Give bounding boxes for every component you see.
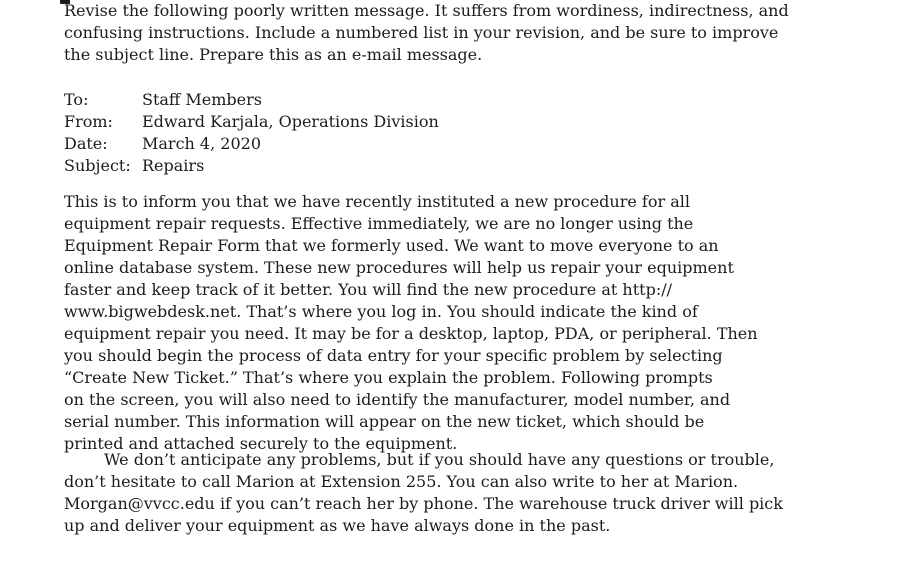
paragraph-line: “Create New Ticket.” That’s where you explain the problem. Following prompts bbox=[64, 368, 713, 387]
memo-subject-row bbox=[64, 155, 564, 177]
paragraph-line: We don’t anticipate any problems, but if you should have any questions or trouble, bbox=[104, 450, 775, 469]
paragraph-line: printed and attached securely to the equipment. bbox=[64, 434, 458, 453]
memo-from-label: From: bbox=[64, 112, 113, 131]
paragraph-line: up and deliver your equipment as we have always done in the past. bbox=[64, 516, 611, 535]
memo-subject-label: Subject: bbox=[64, 156, 131, 175]
memo-from-row bbox=[64, 111, 564, 133]
paragraph-line: equipment repair requests. Effective immediately, we are no longer using the bbox=[64, 214, 694, 233]
paragraph-line: don’t hesitate to call Marion at Extension 255. You can also write to her at Marion. bbox=[64, 472, 739, 491]
memo-subject-value: Repairs bbox=[142, 156, 205, 175]
paragraph-line: serial number. This information will appear on the new ticket, which should be bbox=[64, 412, 705, 431]
memo-paragraph-2 bbox=[64, 449, 784, 537]
memo-date-label: Date: bbox=[64, 134, 108, 153]
memo-to-label: To: bbox=[64, 90, 89, 109]
instructions-line: the subject line. Prepare this as an e-mail message. bbox=[64, 45, 483, 64]
exercise-instructions bbox=[64, 0, 789, 66]
memo-to-value: Staff Members bbox=[142, 90, 262, 109]
paragraph-line: equipment repair you need. It may be for a desktop, laptop, PDA, or peripheral. Then bbox=[64, 324, 758, 343]
paragraph-line: faster and keep track of it better. You will find the new procedure at http:// bbox=[64, 280, 672, 299]
paragraph-line: Equipment Repair Form that we formerly used. We want to move everyone to an bbox=[64, 236, 719, 255]
memo-date-value: March 4, 2020 bbox=[142, 134, 261, 153]
paragraph-line: This is to inform you that we have recently instituted a new procedure for all bbox=[64, 192, 690, 211]
paragraph-line: you should begin the process of data entry for your specific problem by selecting bbox=[64, 346, 723, 365]
memo-header bbox=[64, 89, 564, 177]
memo-date-row bbox=[64, 133, 564, 155]
memo-from-value: Edward Karjala, Operations Division bbox=[142, 112, 439, 131]
memo-paragraph-1 bbox=[64, 191, 784, 455]
paragraph-line: www.bigwebdesk.net. That’s where you log in. You should indicate the kind of bbox=[64, 302, 698, 321]
paragraph-line: online database system. These new procedures will help us repair your equipment bbox=[64, 258, 734, 277]
instructions-line: confusing instructions. Include a numbered list in your revision, and be sure to improve bbox=[64, 23, 779, 42]
memo-to-row bbox=[64, 89, 564, 111]
instructions-line: Revise the following poorly written message. It suffers from wordiness, indirectness, and bbox=[64, 1, 789, 20]
paragraph-line: Morgan@vvcc.edu if you can’t reach her by phone. The warehouse truck driver will pick bbox=[64, 494, 783, 513]
paragraph-line: on the screen, you will also need to identify the manufacturer, model number, and bbox=[64, 390, 731, 409]
